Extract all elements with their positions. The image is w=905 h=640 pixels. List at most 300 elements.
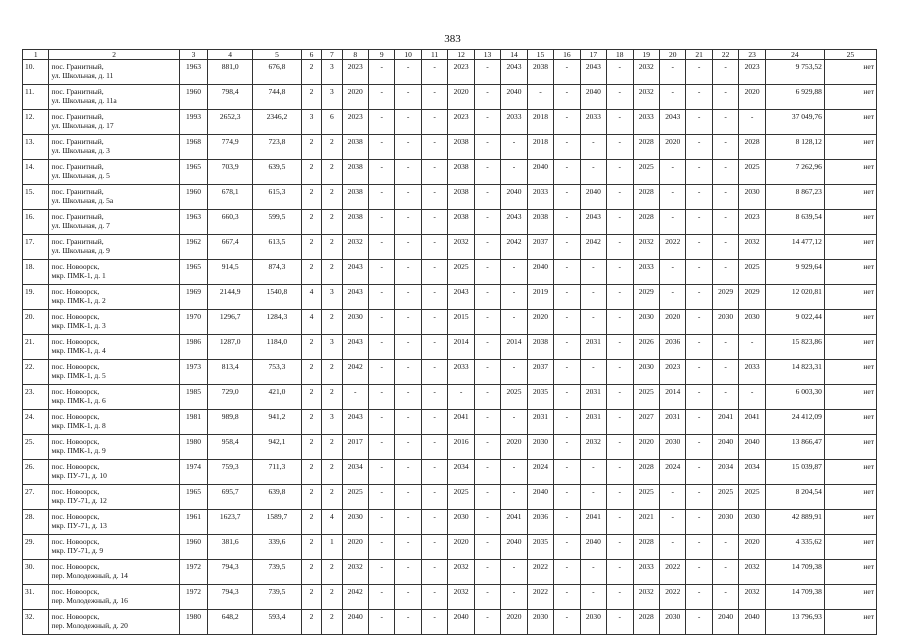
settlement-line: пос. Новоорск,	[51, 337, 100, 346]
table-cell: 2032	[739, 235, 765, 260]
column-header: 5	[253, 50, 302, 60]
table-cell: 2	[322, 310, 342, 335]
row-number: 30.	[23, 560, 49, 585]
table-cell: 2	[301, 410, 321, 435]
table-cell: 2033	[527, 185, 553, 210]
address-cell	[49, 285, 179, 310]
table-cell: -	[395, 310, 421, 335]
table-cell: -	[421, 360, 447, 385]
table-cell: 2020	[659, 310, 685, 335]
table-cell: 2036	[527, 510, 553, 535]
table-row	[23, 85, 877, 110]
table-cell: 2038	[527, 335, 553, 360]
table-cell: 2040	[580, 535, 606, 560]
address-cell	[49, 335, 179, 360]
street-line: мкр. ПУ-71, д. 9	[51, 546, 104, 555]
table-cell: -	[474, 185, 500, 210]
table-cell: 2028	[739, 135, 765, 160]
table-cell: нет	[824, 460, 876, 485]
address-cell	[49, 110, 179, 135]
table-cell: -	[369, 360, 395, 385]
table-cell: 15 823,86	[765, 335, 824, 360]
table-cell: -	[580, 135, 606, 160]
table-cell: 774,9	[208, 135, 253, 160]
table-row	[23, 435, 877, 460]
table-cell: -	[607, 585, 633, 610]
column-header: 12	[448, 50, 474, 60]
table-cell: 2032	[448, 560, 474, 585]
table-cell: 2030	[633, 310, 659, 335]
table-cell: 1965	[179, 160, 208, 185]
table-cell: -	[474, 410, 500, 435]
column-header: 10	[395, 50, 421, 60]
table-cell: -	[607, 110, 633, 135]
table-cell: -	[501, 460, 527, 485]
table-cell: -	[554, 435, 580, 460]
settlement-line: пос. Гранитный,	[51, 237, 104, 246]
table-cell: 2032	[739, 560, 765, 585]
column-header: 25	[824, 50, 876, 60]
table-cell: 2040	[712, 435, 738, 460]
table-cell: нет	[824, 435, 876, 460]
table-cell: 2040	[739, 435, 765, 460]
table-cell: 2038	[448, 210, 474, 235]
street-line: мкр. ПМК-1, д. 4	[51, 346, 106, 355]
column-header: 22	[712, 50, 738, 60]
table-cell: -	[369, 110, 395, 135]
table-cell: 2023	[739, 60, 765, 85]
table-cell: -	[607, 485, 633, 510]
table-cell: 3	[301, 110, 321, 135]
table-cell: -	[712, 385, 738, 410]
table-cell: 2025	[633, 385, 659, 410]
street-line: мкр. ПМК-1, д. 3	[51, 321, 106, 330]
table-cell: -	[580, 310, 606, 335]
table-cell: 2043	[659, 110, 685, 135]
table-cell: 2037	[527, 235, 553, 260]
table-cell: нет	[824, 60, 876, 85]
address-cell	[49, 160, 179, 185]
table-cell: -	[686, 235, 712, 260]
table-cell: 648,2	[208, 610, 253, 635]
table-cell: -	[395, 185, 421, 210]
table-cell: -	[607, 260, 633, 285]
table-cell: -	[712, 585, 738, 610]
table-row	[23, 410, 877, 435]
table-cell: 2	[322, 135, 342, 160]
table-cell: 2	[322, 360, 342, 385]
table-cell: -	[395, 260, 421, 285]
table-cell: 2	[322, 385, 342, 410]
table-cell: 2024	[527, 460, 553, 485]
data-table	[22, 49, 877, 635]
table-cell: 2	[322, 210, 342, 235]
table-cell: нет	[824, 585, 876, 610]
table-cell: 2030	[659, 435, 685, 460]
table-cell: -	[395, 410, 421, 435]
table-cell: 881,0	[208, 60, 253, 85]
address-cell	[49, 210, 179, 235]
table-cell: -	[712, 160, 738, 185]
table-cell: -	[554, 510, 580, 535]
table-cell: -	[554, 410, 580, 435]
table-cell: -	[554, 385, 580, 410]
row-number: 27.	[23, 485, 49, 510]
table-cell: 2031	[527, 410, 553, 435]
table-cell: -	[686, 410, 712, 435]
table-cell: -	[369, 510, 395, 535]
table-cell: 3	[322, 60, 342, 85]
table-cell: 2035	[527, 385, 553, 410]
table-cell: 2032	[739, 585, 765, 610]
table-cell: -	[554, 210, 580, 235]
column-header: 16	[554, 50, 580, 60]
table-cell: -	[527, 85, 553, 110]
table-cell: -	[686, 510, 712, 535]
street-line: мкр. ПМК-1, д. 8	[51, 421, 106, 430]
table-cell: 2028	[633, 210, 659, 235]
table-cell: 1623,7	[208, 510, 253, 535]
address-cell	[49, 510, 179, 535]
table-cell: 2041	[501, 510, 527, 535]
table-cell: 2028	[633, 460, 659, 485]
table-cell: -	[554, 610, 580, 635]
table-cell: -	[448, 385, 474, 410]
table-cell: 24 412,09	[765, 410, 824, 435]
column-header: 21	[686, 50, 712, 60]
table-cell: 2038	[448, 185, 474, 210]
table-cell: 2	[301, 60, 321, 85]
table-cell: 2028	[633, 610, 659, 635]
settlement-line: пос. Новоорск,	[51, 362, 100, 371]
table-cell: 2043	[342, 285, 368, 310]
table-cell: 2030	[739, 310, 765, 335]
address-cell	[49, 60, 179, 85]
table-cell: 2144,9	[208, 285, 253, 310]
row-number: 24.	[23, 410, 49, 435]
table-cell: нет	[824, 485, 876, 510]
table-cell: 942,1	[253, 435, 302, 460]
table-cell: -	[659, 535, 685, 560]
table-cell: 2038	[448, 135, 474, 160]
table-cell: 2017	[342, 435, 368, 460]
table-cell: -	[686, 160, 712, 185]
table-cell: -	[712, 60, 738, 85]
table-cell: 2032	[633, 60, 659, 85]
table-cell: 3	[322, 410, 342, 435]
table-cell: -	[712, 85, 738, 110]
address-cell	[49, 260, 179, 285]
street-line: пер. Молодежный, д. 14	[51, 571, 128, 580]
settlement-line: пос. Гранитный,	[51, 137, 104, 146]
table-cell: 2025	[448, 260, 474, 285]
column-header: 19	[633, 50, 659, 60]
table-cell: -	[554, 360, 580, 385]
table-cell: -	[607, 435, 633, 460]
table-cell: -	[395, 360, 421, 385]
table-cell: 2025	[712, 485, 738, 510]
column-header: 14	[501, 50, 527, 60]
table-cell: 2033	[633, 110, 659, 135]
settlement-line: пос. Новоорск,	[51, 512, 100, 521]
row-number: 19.	[23, 285, 49, 310]
table-cell: -	[369, 185, 395, 210]
table-cell: 2	[301, 210, 321, 235]
table-cell: 2043	[580, 210, 606, 235]
table-cell: 2020	[501, 610, 527, 635]
table-cell: 14 823,31	[765, 360, 824, 385]
table-cell: 8 204,54	[765, 485, 824, 510]
table-row	[23, 310, 877, 335]
table-cell: 676,8	[253, 60, 302, 85]
table-cell: 2	[301, 535, 321, 560]
table-cell: -	[686, 535, 712, 560]
table-cell: -	[607, 310, 633, 335]
table-cell: 2031	[659, 410, 685, 435]
table-cell: 2025	[633, 160, 659, 185]
table-cell: 2022	[659, 585, 685, 610]
table-cell: 2023	[739, 210, 765, 235]
table-cell: 739,5	[253, 560, 302, 585]
table-cell: -	[421, 560, 447, 585]
table-cell: -	[659, 85, 685, 110]
table-cell: 2030	[739, 185, 765, 210]
table-cell: 2038	[342, 160, 368, 185]
table-cell: 2	[301, 135, 321, 160]
table-cell: 667,4	[208, 235, 253, 260]
table-cell: 2	[301, 610, 321, 635]
column-header: 7	[322, 50, 342, 60]
table-cell: -	[395, 160, 421, 185]
table-cell: 7 262,96	[765, 160, 824, 185]
table-cell: 2043	[501, 60, 527, 85]
table-cell: 739,5	[253, 585, 302, 610]
table-cell: -	[607, 160, 633, 185]
street-line: ул. Школьная, д. 17	[51, 121, 114, 130]
table-cell: -	[554, 485, 580, 510]
table-cell: 2	[301, 160, 321, 185]
table-cell: 1972	[179, 560, 208, 585]
table-cell: -	[554, 260, 580, 285]
table-cell: 660,3	[208, 210, 253, 235]
table-row	[23, 60, 877, 85]
street-line: мкр. ПУ-71, д. 12	[51, 496, 107, 505]
table-cell: 989,8	[208, 410, 253, 435]
table-cell: 593,4	[253, 610, 302, 635]
table-cell: 1960	[179, 535, 208, 560]
table-cell: -	[369, 310, 395, 335]
settlement-line: пос. Новоорск,	[51, 387, 100, 396]
table-cell: -	[474, 585, 500, 610]
table-cell: -	[712, 335, 738, 360]
table-cell: 2032	[342, 235, 368, 260]
table-cell: -	[501, 560, 527, 585]
table-cell: -	[686, 435, 712, 460]
table-cell: -	[554, 335, 580, 360]
table-cell: -	[474, 610, 500, 635]
table-cell: 2035	[527, 535, 553, 560]
table-cell: -	[474, 560, 500, 585]
table-cell: -	[369, 410, 395, 435]
table-cell: 2040	[527, 485, 553, 510]
table-cell: 2023	[659, 360, 685, 385]
address-cell	[49, 435, 179, 460]
table-cell: 2030	[633, 360, 659, 385]
table-cell: 2043	[501, 210, 527, 235]
table-cell: 2020	[739, 535, 765, 560]
table-cell: 2040	[342, 610, 368, 635]
table-cell: 2030	[342, 310, 368, 335]
table-cell: -	[474, 535, 500, 560]
table-cell: -	[474, 235, 500, 260]
address-cell	[49, 385, 179, 410]
table-cell: -	[421, 610, 447, 635]
table-cell: -	[474, 485, 500, 510]
table-cell: 2	[322, 235, 342, 260]
table-cell: нет	[824, 410, 876, 435]
table-cell: 2	[301, 335, 321, 360]
table-cell: 2036	[659, 335, 685, 360]
table-cell: -	[607, 560, 633, 585]
table-cell: 1	[322, 535, 342, 560]
table-cell: 2346,2	[253, 110, 302, 135]
address-cell	[49, 485, 179, 510]
street-line: ул. Школьная, д. 5а	[51, 196, 114, 205]
table-cell: 2019	[527, 285, 553, 310]
table-cell: 2030	[739, 510, 765, 535]
table-cell: -	[395, 460, 421, 485]
table-cell: -	[554, 310, 580, 335]
table-cell: 2040	[739, 610, 765, 635]
table-cell: 2040	[527, 260, 553, 285]
table-cell: 1284,3	[253, 310, 302, 335]
table-cell: 615,3	[253, 185, 302, 210]
table-cell: -	[474, 360, 500, 385]
table-cell: 14 709,38	[765, 560, 824, 585]
table-cell: нет	[824, 310, 876, 335]
table-cell: 2042	[501, 235, 527, 260]
row-number: 22.	[23, 360, 49, 385]
table-cell: 914,5	[208, 260, 253, 285]
table-row	[23, 335, 877, 360]
table-cell: 2040	[580, 85, 606, 110]
table-cell: 2	[322, 585, 342, 610]
row-number: 18.	[23, 260, 49, 285]
header-row	[23, 50, 877, 60]
table-cell: -	[501, 310, 527, 335]
table-cell: -	[395, 285, 421, 310]
row-number: 10.	[23, 60, 49, 85]
table-cell: -	[686, 210, 712, 235]
table-cell: 4	[301, 285, 321, 310]
table-cell: 2040	[501, 535, 527, 560]
table-cell: -	[395, 485, 421, 510]
table-cell: -	[712, 210, 738, 235]
table-cell: -	[474, 60, 500, 85]
table-cell: 2	[301, 460, 321, 485]
table-cell: -	[395, 535, 421, 560]
table-cell: -	[712, 110, 738, 135]
table-cell: -	[369, 535, 395, 560]
table-cell: 2029	[712, 285, 738, 310]
table-cell: -	[607, 135, 633, 160]
table-cell: 8 128,12	[765, 135, 824, 160]
address-cell	[49, 235, 179, 260]
table-cell: 37 049,76	[765, 110, 824, 135]
table-cell: -	[554, 85, 580, 110]
table-cell: -	[421, 160, 447, 185]
settlement-line: пос. Новоорск,	[51, 487, 100, 496]
row-number: 17.	[23, 235, 49, 260]
table-cell: -	[474, 110, 500, 135]
table-cell: 1993	[179, 110, 208, 135]
table-cell: -	[712, 135, 738, 160]
table-cell: 2024	[659, 460, 685, 485]
column-header: 4	[208, 50, 253, 60]
table-cell: 2025	[448, 485, 474, 510]
table-cell: 2	[322, 560, 342, 585]
table-cell: 1965	[179, 260, 208, 285]
column-header: 17	[580, 50, 606, 60]
table-cell: -	[580, 585, 606, 610]
address-cell	[49, 585, 179, 610]
settlement-line: пос. Новоорск,	[51, 312, 100, 321]
table-cell: 2038	[342, 135, 368, 160]
table-cell: 9 929,64	[765, 260, 824, 285]
table-cell: нет	[824, 235, 876, 260]
table-cell: 2022	[659, 235, 685, 260]
table-cell: -	[554, 285, 580, 310]
row-number: 15.	[23, 185, 49, 210]
table-cell: 2040	[580, 185, 606, 210]
table-cell: -	[421, 210, 447, 235]
column-header: 20	[659, 50, 685, 60]
table-cell: -	[686, 560, 712, 585]
table-row	[23, 185, 877, 210]
table-cell: -	[474, 260, 500, 285]
table-cell: -	[474, 85, 500, 110]
table-cell: 2033	[501, 110, 527, 135]
table-cell: нет	[824, 385, 876, 410]
street-line: мкр. ПУ-71, д. 10	[51, 471, 107, 480]
table-cell: 2030	[712, 510, 738, 535]
column-header: 6	[301, 50, 321, 60]
table-cell: 9 022,44	[765, 310, 824, 335]
table-cell: 4 335,62	[765, 535, 824, 560]
table-cell: -	[421, 285, 447, 310]
table-cell: 2040	[448, 610, 474, 635]
table-cell: -	[659, 60, 685, 85]
table-cell: 2043	[342, 410, 368, 435]
table-cell: -	[607, 410, 633, 435]
table-cell: 2022	[527, 585, 553, 610]
table-cell: 2	[301, 385, 321, 410]
table-cell: -	[421, 410, 447, 435]
table-row	[23, 510, 877, 535]
table-cell: 2041	[448, 410, 474, 435]
table-cell: 753,3	[253, 360, 302, 385]
table-cell: -	[607, 235, 633, 260]
table-cell: 2034	[448, 460, 474, 485]
table-cell: -	[369, 135, 395, 160]
address-cell	[49, 460, 179, 485]
table-cell: 2	[301, 485, 321, 510]
table-row	[23, 460, 877, 485]
table-cell: 2018	[527, 135, 553, 160]
settlement-line: пос. Новоорск,	[51, 462, 100, 471]
settlement-line: пос. Гранитный,	[51, 112, 104, 121]
table-cell: 703,9	[208, 160, 253, 185]
